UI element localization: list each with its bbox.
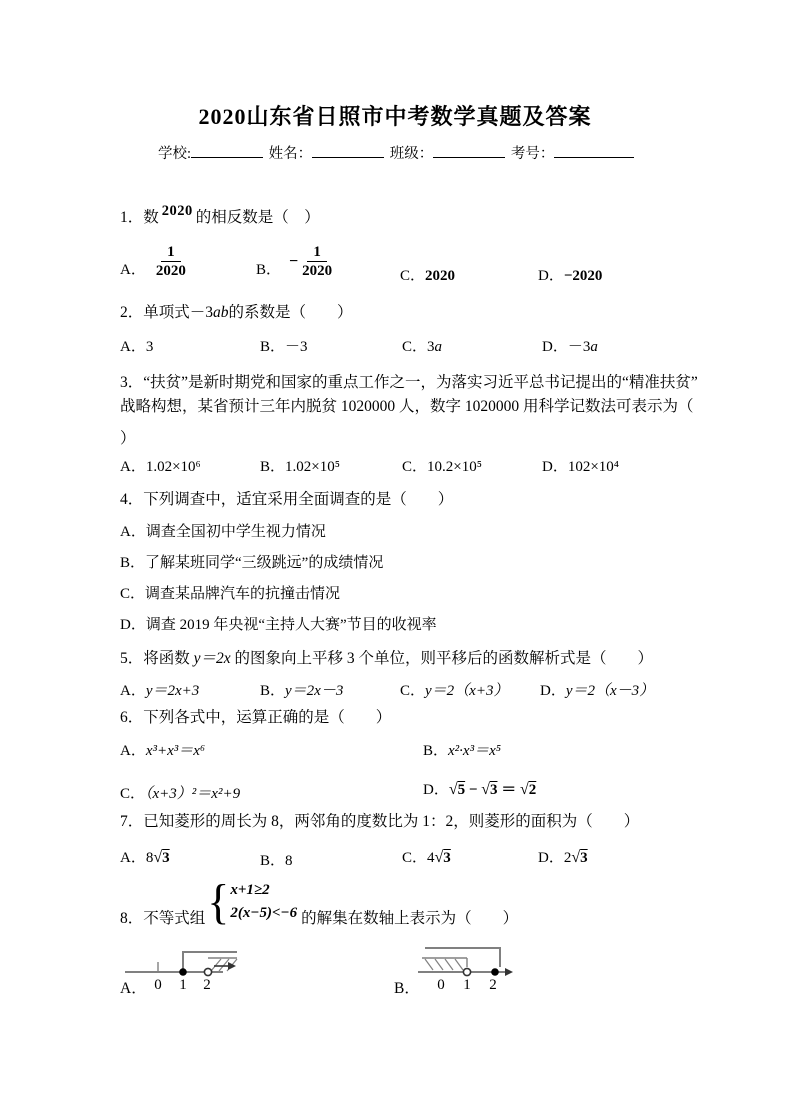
sqrt-expression (571, 850, 587, 866)
number-line-diagram-a (122, 940, 242, 992)
q1-option-c-label: C． (400, 268, 426, 284)
sqrt-expression (449, 782, 465, 798)
q6-option-a-value: x³+x³＝x⁶ (145, 743, 206, 759)
inequality-system (207, 874, 298, 929)
hatch-stroke (219, 959, 229, 971)
q2-rest: 的系数是（ ） (228, 304, 353, 321)
axis-arrow-head (505, 968, 513, 976)
q5-option-d-label: D． (540, 683, 566, 699)
school-field-blank (191, 142, 263, 158)
q1-option-d-value: −2020 (563, 268, 603, 284)
radicand: 3 (162, 850, 170, 866)
q5-option-a-value: y＝2x+3 (145, 683, 200, 699)
q2-option-d-var: a (590, 339, 598, 355)
q1-power: 2020 (161, 203, 193, 219)
tick-label-0: 0 (154, 977, 162, 992)
tick-label-2: 2 (203, 977, 211, 992)
fraction-denominator: 2020 (155, 263, 186, 279)
q3-option-b: B．1.02×10⁵ (260, 459, 340, 475)
q5-option-c-label: C． (400, 683, 426, 699)
q2-variable: ab (213, 304, 229, 321)
hatch-stroke (455, 959, 463, 970)
q6-option-a (120, 742, 205, 761)
q1-option-c (400, 267, 455, 286)
fraction-numerator: 1 (161, 244, 181, 262)
q5-option-d-value: y＝2（x－3） (565, 683, 655, 699)
q2-option-c-var: a (434, 339, 443, 355)
radicand: 5 (457, 782, 466, 798)
fraction-numerator: 1 (307, 244, 327, 262)
q6-option-c-value: （x+3）²＝x²+9 (145, 786, 241, 802)
examno-field-blank (554, 142, 634, 158)
closed-endpoint-dot (179, 968, 187, 976)
question-3-line3: ） (120, 430, 136, 447)
q5-option-c (400, 682, 508, 701)
q6-option-a-label: A． (120, 743, 146, 759)
q1-option-b (256, 244, 334, 279)
q5-option-a-label: A． (120, 683, 146, 699)
class-field-label: 班级： (389, 146, 434, 162)
q2-option-c-text: C．3 (402, 339, 435, 355)
q5-option-b-label: B． (260, 683, 286, 699)
fraction-denominator: 2020 (302, 263, 333, 279)
question-2-text (120, 303, 353, 323)
q7-option-d-coef: 2 (563, 850, 572, 866)
q1-option-b-label: B． (256, 262, 282, 278)
student-info-row (158, 142, 636, 163)
q1-option-a-fraction (154, 244, 188, 279)
question-7-text: 7．已知菱形的周长为 8，两邻角的度数比为 1：2，则菱形的面积为（ ） (120, 813, 640, 830)
q1-rest: 的相反数是（ ） (195, 209, 320, 226)
page-title: 2020山东省日照市中考数学真题及答案 (198, 104, 592, 129)
hatch-stroke (425, 959, 433, 970)
q8-diagram-a-label: A． (120, 980, 147, 997)
q6-option-b-label: B． (423, 743, 449, 759)
question-1-text (120, 203, 320, 228)
q5-function: y＝2x (193, 650, 231, 667)
tick-label-2: 2 (489, 977, 497, 992)
q5-option-b-value: y＝2x－3 (285, 683, 344, 699)
tick-label-1: 1 (463, 977, 471, 992)
q4-option-d: D．调查 2019 年央视“主持人大赛”节目的收视率 (120, 617, 437, 633)
number-line-diagram-b (415, 936, 520, 992)
radicand: 3 (580, 850, 588, 866)
q1-option-b-expression (289, 244, 334, 279)
tick-label-0: 0 (437, 977, 445, 992)
name-field-blank (312, 142, 384, 158)
q2-option-a-text: A．3 (120, 339, 154, 355)
examno-field-label: 考号： (510, 146, 555, 162)
q2-option-c (402, 338, 442, 357)
q5-rest: 的图象向上平移 3 个单位，则平移后的函数解析式是（ ） (230, 650, 654, 667)
question-3-line1: 3．“扶贫”是新时期党和国家的重点工作之一，为落实习近平总书记提出的“精准扶贫” (120, 374, 698, 391)
radicand: 2 (528, 782, 537, 798)
q2-option-d (542, 338, 598, 357)
q1-option-a-label: A． (120, 262, 146, 278)
q7-option-a (120, 848, 170, 868)
q1-pre: 1．数 (120, 209, 159, 226)
hatch-stroke (435, 959, 443, 970)
question-8-text (120, 874, 519, 929)
radicand: 3 (489, 782, 498, 798)
q8-pre: 8．不等式组 (120, 910, 206, 927)
q7-option-d (538, 848, 588, 868)
sqrt-expression (481, 782, 497, 798)
tick-label-1: 1 (179, 977, 187, 992)
sqrt-expression (520, 782, 536, 798)
hatch-stroke (211, 959, 221, 971)
q7-option-c-coef: 4 (427, 850, 435, 866)
minus-sign: − (289, 252, 299, 270)
q2-option-d-text: D．－3 (542, 339, 591, 355)
q7-option-c-label: C． (402, 850, 428, 866)
question-6-text: 6．下列各式中，运算正确的是（ ） (120, 709, 392, 726)
q8-diagram-b-label: B． (394, 980, 420, 997)
q7-option-b-label: B． (260, 853, 286, 869)
q4-option-b: B．了解某班同学“三级跳远”的成绩情况 (120, 555, 384, 571)
q1-option-a (120, 244, 188, 279)
question-5-text (120, 649, 653, 669)
q6-option-c (120, 785, 240, 804)
open-endpoint-circle (204, 968, 211, 975)
open-endpoint-circle (463, 968, 470, 975)
name-field-label: 姓名： (268, 146, 313, 162)
sqrt-expression (435, 850, 451, 866)
q2-pre: 2．单项式－3 (120, 304, 214, 321)
q7-option-b-value: 8 (285, 853, 293, 869)
q6-option-b-value: x²·x³＝x⁵ (448, 743, 501, 759)
inequality-2: 2(x−5)<−6 (230, 905, 298, 921)
q7-option-d-label: D． (538, 850, 564, 866)
radicand: 3 (443, 850, 451, 866)
q7-option-a-coef: 8 (145, 850, 154, 866)
hatch-stroke (445, 959, 453, 970)
q5-option-d (540, 682, 654, 701)
equals-sign: ＝ (501, 782, 517, 798)
q3-option-a: A．1.02×10⁶ (120, 459, 201, 475)
q4-option-c: C．调查某品牌汽车的抗撞击情况 (120, 586, 341, 602)
system-lines (230, 879, 297, 925)
q6-option-d (423, 780, 536, 800)
q1-option-b-fraction (300, 244, 334, 279)
q3-option-d: D．102×10⁴ (542, 459, 620, 475)
q1-option-d-label: D． (538, 268, 564, 284)
system-brace: { (207, 874, 230, 929)
q5-option-a (120, 682, 199, 701)
q2-option-b-text: B．－3 (260, 339, 308, 355)
q5-option-b (260, 682, 343, 701)
minus-sign: − (468, 782, 478, 798)
q2-option-a (120, 338, 153, 357)
q7-option-c (402, 848, 451, 868)
q7-option-b (260, 852, 293, 871)
q7-option-a-label: A． (120, 850, 146, 866)
q3-option-c: C．10.2×10⁵ (402, 459, 482, 475)
class-field-blank (433, 142, 505, 158)
question-3-line2: 战略构想，某省预计三年内脱贫 1020000 人，数字 1020000 用科学记数法可表示为（ (120, 398, 694, 415)
inequality-1: x+1≥2 (230, 882, 270, 898)
arrow-head (228, 962, 236, 970)
q5-option-c-value: y＝2（x+3） (425, 683, 509, 699)
q6-option-b (423, 742, 501, 761)
closed-endpoint-dot (491, 968, 499, 976)
q2-option-b (260, 338, 308, 357)
q1-option-d (538, 267, 602, 286)
question-4-text: 4．下列调查中，适宜采用全面调查的是（ ） (120, 491, 454, 508)
q6-option-d-label: D． (423, 782, 449, 798)
school-field-label: 学校: (158, 146, 192, 162)
q1-option-c-value: 2020 (425, 268, 456, 284)
q5-pre: 5．将函数 (120, 650, 194, 667)
q4-option-a: A．调查全国初中学生视力情况 (120, 524, 326, 540)
q6-option-c-label: C． (120, 786, 146, 802)
q8-rest: 的解集在数轴上表示为（ ） (301, 910, 519, 927)
sqrt-expression (153, 850, 169, 866)
